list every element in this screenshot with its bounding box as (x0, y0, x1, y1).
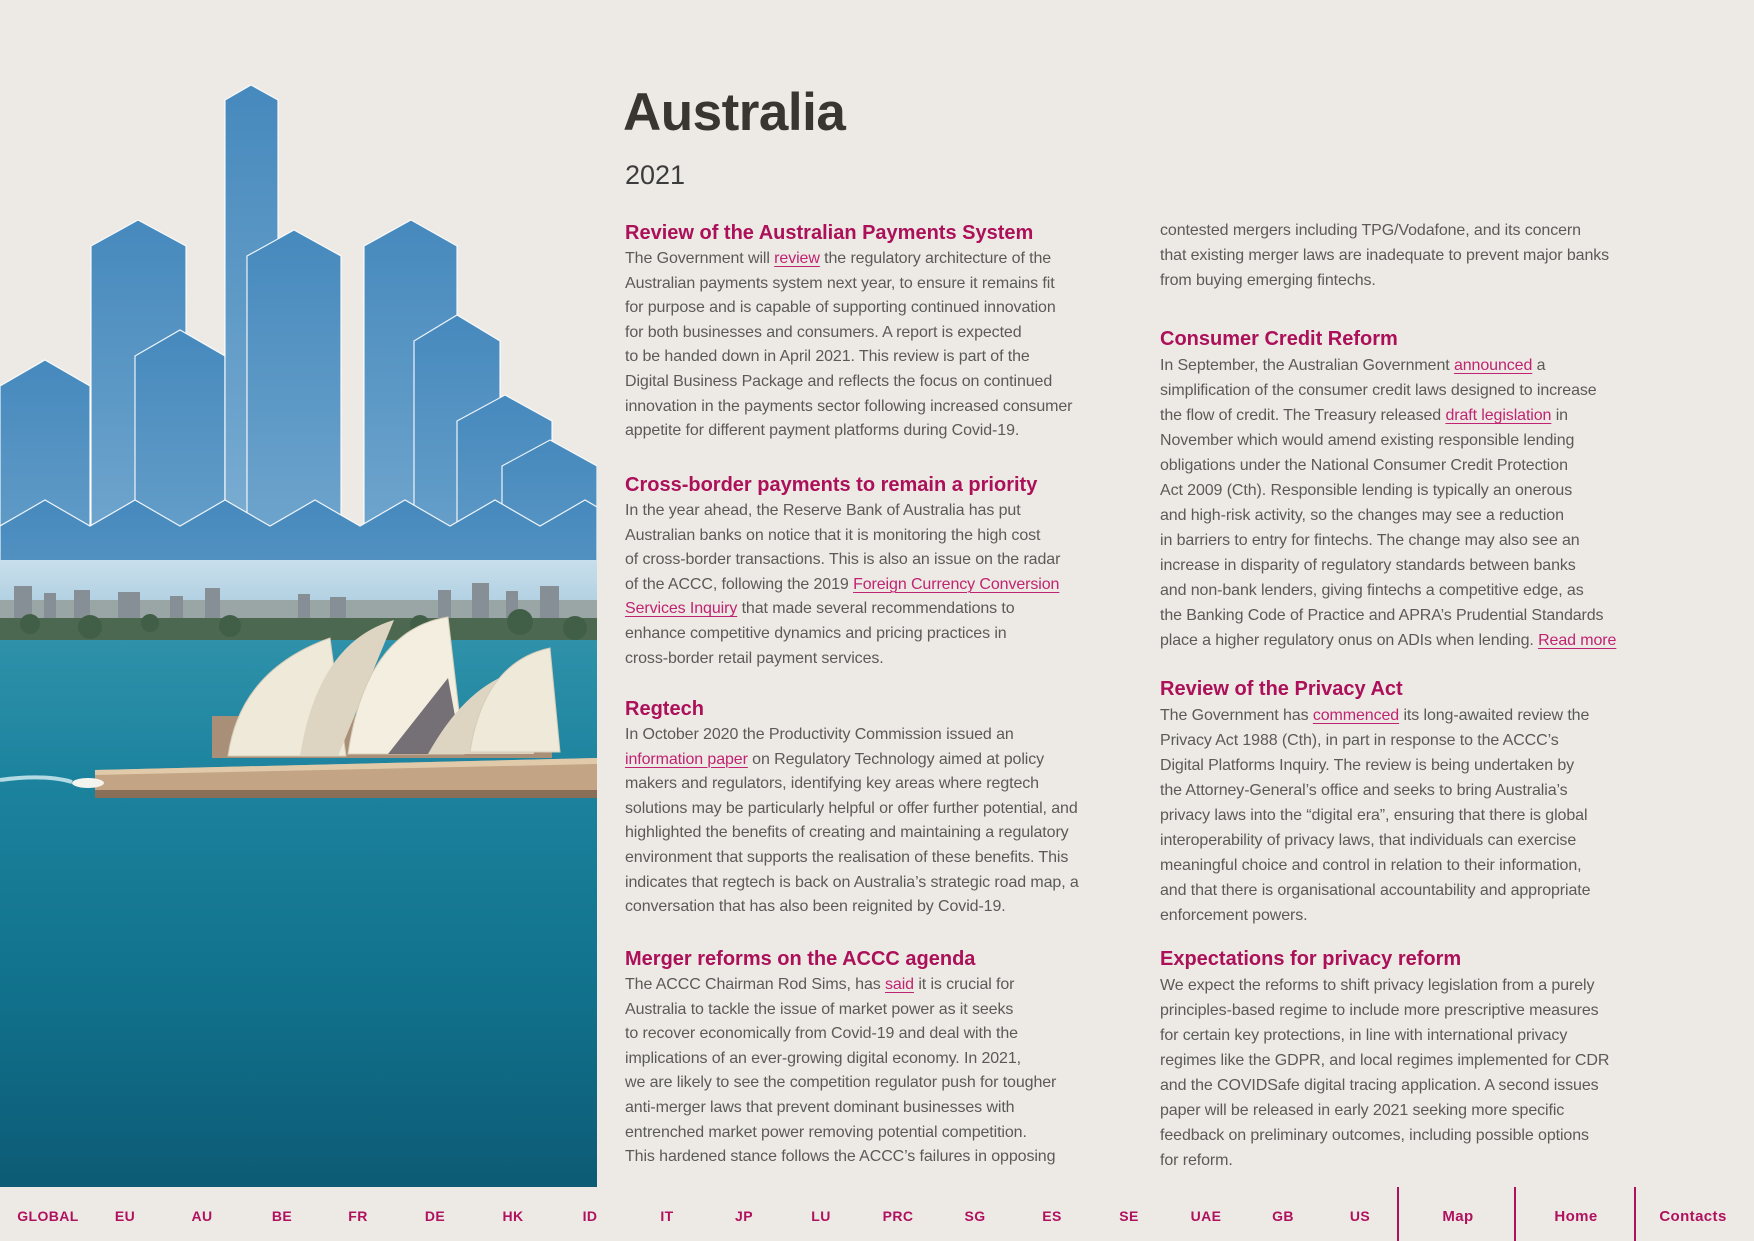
nav-region-id[interactable]: ID (582, 1208, 598, 1224)
body-line (625, 321, 1105, 346)
text-run: meaningful choice and control in relation to their information, (1160, 857, 1582, 874)
body-line (625, 622, 1105, 647)
text-run: November which would amend existing responsible lending (1160, 432, 1575, 449)
text-run: Digital Business Package and reflects the focus on continued (625, 372, 1053, 390)
text-run: privacy laws into the “digital era”, ensuring that there is global (1160, 807, 1588, 824)
body-line (625, 395, 1105, 420)
text-run: enhance competitive dynamics and pricing practices in (625, 624, 1007, 642)
text-run: the Attorney-General’s office and seeks to bring Australia’s (1160, 782, 1568, 799)
body-line (625, 723, 1105, 748)
nav-region-au[interactable]: AU (191, 1208, 213, 1224)
body-line (625, 772, 1105, 797)
text-run: In September, the Australian Government (1160, 357, 1454, 374)
body-line (625, 548, 1105, 573)
body-line (625, 1145, 1105, 1170)
section-privacy-reform (1160, 948, 1670, 1173)
text-run: highlighted the benefits of creating and maintaining a regulatory (625, 824, 1069, 842)
body-line (625, 524, 1105, 549)
text-run: In the year ahead, the Reserve Bank of Australia has put (625, 502, 1021, 519)
text-run: contested mergers including TPG/Vodafone, and its concern (1160, 222, 1581, 239)
text-run: paper will be released in early 2021 seeking more specific (1160, 1102, 1565, 1119)
nav-region-eu[interactable]: EU (114, 1208, 136, 1224)
inline-link[interactable]: Services Inquiry (625, 600, 738, 618)
section-heading: Consumer Credit Reform (1160, 328, 1398, 350)
body-line (1160, 378, 1670, 403)
body-line (1160, 728, 1670, 753)
nav-region-de[interactable]: DE (424, 1208, 446, 1224)
inline-link[interactable]: review (774, 250, 820, 267)
text-run: to be handed down in April 2021. This review is part of the (625, 348, 1030, 366)
text-run: Act 2009 (Cth). Responsible lending is typically an onerous (1160, 482, 1573, 499)
text-run: Australia to tackle the issue of market power as it seeks (625, 1000, 1014, 1018)
text-run: Privacy Act 1988 (Cth), in part in response to the ACCC’s (1160, 732, 1559, 749)
text-run: The Government has (1160, 707, 1313, 724)
body-line (625, 1096, 1105, 1121)
body-line (1160, 998, 1670, 1023)
text-run: simplification of the consumer credit laws designed to increase (1160, 382, 1597, 399)
sydney-harbour-photo-with-cube-pattern (0, 80, 597, 1187)
body-line (625, 573, 1105, 598)
body-line (1160, 403, 1670, 428)
section-merger-continued (1160, 218, 1670, 293)
text-run: a (1532, 357, 1546, 374)
nav-region-be[interactable]: BE (271, 1208, 293, 1224)
inline-link[interactable]: draft legislation (1445, 407, 1552, 424)
text-run: for reform. (1160, 1152, 1233, 1169)
text-run: and that there is organisational accountability and appropriate (1160, 882, 1591, 899)
nav-region-se[interactable]: SE (1119, 1208, 1139, 1224)
text-run: and the COVIDSafe digital tracing application. A second issues (1160, 1077, 1599, 1094)
text-run: principles-based regime to include more prescriptive measures (1160, 1002, 1599, 1019)
body-line (1160, 453, 1670, 478)
nav-home[interactable]: Home (1554, 1208, 1598, 1225)
inline-link[interactable]: announced (1453, 357, 1533, 374)
body-line (625, 272, 1105, 297)
section-regtech (625, 698, 1105, 920)
nav-region-uae[interactable]: UAE (1190, 1208, 1222, 1224)
text-run: in (1551, 407, 1568, 424)
nav-region-es[interactable]: ES (1042, 1208, 1062, 1224)
body-line (1160, 753, 1670, 778)
nav-map[interactable]: Map (1442, 1208, 1474, 1225)
body-line (1160, 828, 1670, 853)
body-line (1160, 528, 1670, 553)
nav-divider (1397, 1187, 1399, 1241)
text-run: and high-risk activity, so the changes may see a reduction (1160, 507, 1564, 524)
body-line (625, 370, 1105, 395)
section-heading: Review of the Australian Payments System (625, 222, 1034, 244)
body-line (1160, 578, 1670, 603)
body-line (1160, 1073, 1670, 1098)
text-run: indicates that regtech is back on Australia’s strategic road map, a (625, 873, 1079, 891)
text-run: and non-bank lenders, giving fintechs a competitive edge, as (1160, 582, 1584, 599)
text-run: on Regulatory Technology aimed at policy (747, 750, 1045, 768)
text-run: solutions may be particularly helpful or offer further potential, and (625, 799, 1078, 817)
text-run: Digital Platforms Inquiry. The review is being undertaken by (1160, 757, 1575, 774)
text-run: The Government will (625, 250, 775, 267)
body-line (1160, 853, 1670, 878)
body-line (625, 797, 1105, 822)
body-line (1160, 268, 1670, 293)
text-run: of the ACCC, following the 2019 (625, 575, 854, 593)
text-run: obligations under the National Consumer Credit Protection (1160, 457, 1568, 474)
body-line (1160, 218, 1670, 243)
body-line (1160, 503, 1670, 528)
body-line (625, 895, 1105, 920)
text-run: entrenched market power removing potential competition. (625, 1123, 1027, 1141)
body-line (1160, 478, 1670, 503)
nav-divider (1514, 1187, 1516, 1241)
nav-region-prc[interactable]: PRC (882, 1208, 914, 1224)
body-line (1160, 703, 1670, 728)
body-line (1160, 243, 1670, 268)
body-line (1160, 1123, 1670, 1148)
text-run: innovation in the payments sector following increased consumer (625, 397, 1073, 415)
text-run: anti-merger laws that prevent dominant businesses with (625, 1098, 1015, 1116)
text-run: in barriers to entry for fintechs. The change may also see an (1160, 532, 1580, 549)
text-run: In October 2020 the Productivity Commission issued an (625, 726, 1014, 743)
body-line (1160, 428, 1670, 453)
body-line (625, 1022, 1105, 1047)
section-consumer-credit (1160, 328, 1670, 653)
inline-link[interactable]: said (885, 976, 914, 993)
text-run: to recover economically from Covid-19 and deal with the (625, 1025, 1018, 1043)
body-line (1160, 628, 1670, 653)
body-line (625, 998, 1105, 1023)
section-privacy-act (1160, 678, 1670, 928)
body-line (625, 973, 1105, 998)
body-line (625, 647, 1105, 672)
text-run: Australian payments system next year, to ensure it remains fit (625, 274, 1055, 292)
text-run: cross-border retail payment services. (625, 649, 884, 667)
text-run: Australian banks on notice that it is monitoring the high cost (625, 526, 1041, 544)
text-run: the flow of credit. The Treasury released (1160, 407, 1446, 424)
inline-link[interactable]: Read more (1538, 632, 1617, 649)
body-line (625, 821, 1105, 846)
nav-region-sg[interactable]: SG (964, 1208, 986, 1224)
nav-region-hk[interactable]: HK (502, 1208, 524, 1224)
body-line (625, 1071, 1105, 1096)
text-run: we are likely to see the competition regulator push for tougher (625, 1074, 1057, 1092)
nav-region-global[interactable]: GLOBAL (17, 1208, 79, 1224)
inline-link[interactable]: information paper (625, 750, 748, 768)
text-run: the regulatory architecture of the (819, 250, 1052, 267)
text-run: appetite for different payment platforms during Covid-19. (625, 422, 1020, 440)
section-heading: Review of the Privacy Act (1160, 678, 1403, 700)
text-run: makers and regulators, identifying key areas where regtech (625, 775, 1039, 793)
body-line (625, 1047, 1105, 1072)
text-run: for both businesses and consumers. A report is expected (625, 323, 1022, 341)
text-run: enforcement powers. (1160, 907, 1308, 924)
body-line (625, 597, 1105, 622)
text-run: The ACCC Chairman Rod Sims, has (625, 976, 886, 993)
section-cross-border (625, 474, 1105, 671)
body-line (1160, 903, 1670, 928)
body-line (1160, 603, 1670, 628)
body-line (625, 871, 1105, 896)
body-line (625, 419, 1105, 444)
body-line (1160, 1098, 1670, 1123)
body-line (625, 1121, 1105, 1146)
text-run: We expect the reforms to shift privacy legislation from a purely (1160, 977, 1595, 994)
body-line (1160, 973, 1670, 998)
nav-region-it[interactable]: IT (660, 1208, 674, 1224)
nav-contacts[interactable]: Contacts (1659, 1208, 1727, 1225)
text-run: This hardened stance follows the ACCC’s failures in opposing (625, 1148, 1056, 1166)
text-run: place a higher regulatory onus on ADIs when lending. (1160, 632, 1539, 649)
text-run: it is crucial for (913, 976, 1015, 993)
text-run: implications of an ever-growing digital economy. In 2021, (625, 1049, 1021, 1067)
text-run: interoperability of privacy laws, that individuals can exercise (1160, 832, 1577, 849)
inline-link[interactable]: Foreign Currency Conversion (853, 575, 1060, 593)
body-line (1160, 778, 1670, 803)
page-year: 2021 (625, 160, 686, 190)
text-run: that existing merger laws are inadequate to prevent major banks (1160, 247, 1610, 264)
body-line (625, 247, 1105, 272)
text-run: conversation that has also been reignited by Covid-19. (625, 898, 1006, 916)
body-line (625, 846, 1105, 871)
section-heading: Regtech (625, 698, 704, 720)
nav-region-jp[interactable]: JP (735, 1208, 753, 1224)
nav-region-lu[interactable]: LU (811, 1208, 831, 1224)
nav-region-gb[interactable]: GB (1272, 1208, 1294, 1224)
text-run: regimes like the GDPR, and local regimes implemented for CDR (1160, 1052, 1610, 1069)
section-heading: Expectations for privacy reform (1160, 948, 1462, 970)
text-run: the Banking Code of Practice and APRA’s Prudential Standards (1160, 607, 1604, 624)
body-line (625, 499, 1105, 524)
page-title: Australia (623, 83, 846, 142)
text-run: for purpose and is capable of supporting continued innovation (625, 299, 1056, 317)
text-run: feedback on preliminary outcomes, including possible options (1160, 1127, 1589, 1144)
body-line (1160, 803, 1670, 828)
section-payments-review (625, 222, 1105, 444)
text-run: its long-awaited review the (1399, 707, 1590, 724)
nav-region-us[interactable]: US (1349, 1208, 1371, 1224)
text-run: that made several recommendations to (737, 600, 1015, 618)
body-line (1160, 1048, 1670, 1073)
body-line (1160, 1148, 1670, 1173)
body-line (1160, 353, 1670, 378)
inline-link[interactable]: commenced (1312, 707, 1400, 724)
text-run: of cross-border transactions. This is also an issue on the radar (625, 551, 1061, 569)
text-run: for certain key protections, in line with international privacy (1160, 1027, 1568, 1044)
text-run: environment that supports the realisation of these benefits. This (625, 848, 1069, 866)
text-run: increase in disparity of regulatory standards between banks (1160, 557, 1576, 574)
body-line (625, 345, 1105, 370)
nav-divider (1634, 1187, 1636, 1241)
body-line (1160, 553, 1670, 578)
section-merger-reforms (625, 948, 1105, 1170)
section-heading: Merger reforms on the ACCC agenda (625, 948, 976, 970)
body-line (1160, 1023, 1670, 1048)
body-line (625, 296, 1105, 321)
body-line (1160, 878, 1670, 903)
body-line (625, 748, 1105, 773)
section-heading: Cross-border payments to remain a priority (625, 474, 1038, 496)
nav-region-fr[interactable]: FR (348, 1208, 368, 1224)
text-run: from buying emerging fintechs. (1160, 272, 1376, 289)
